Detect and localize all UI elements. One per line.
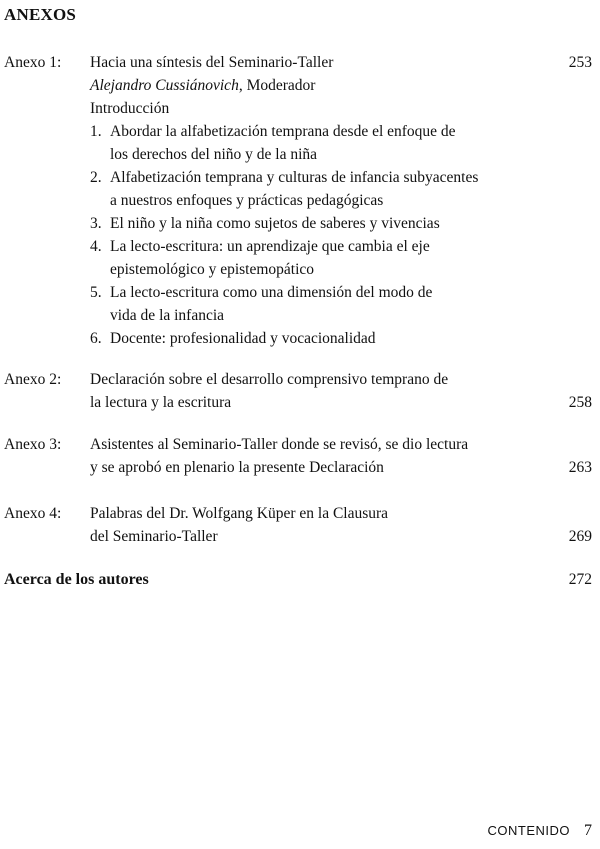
page-footer <box>488 822 593 840</box>
toc-item-text: La lecto-escritura como una dimensión del modo de <box>110 284 433 301</box>
annex-4-title-line: del Seminario-Taller <box>90 528 218 545</box>
footer-page-number: 7 <box>584 822 592 839</box>
annex-1-label: Anexo 1: <box>4 54 62 71</box>
toc-item-text: a nuestros enfoques y prácticas pedagógicas <box>110 192 384 209</box>
toc-item-text: Abordar la alfabetización temprana desde el enfoque de <box>110 123 456 140</box>
toc-item-text: epistemológico y epistemopático <box>110 261 315 278</box>
toc-item-text: Alfabetización temprana y culturas de infancia subyacentes <box>110 169 479 186</box>
toc-item-text: los derechos del niño y de la niña <box>110 146 318 163</box>
annex-2-page: 258 <box>568 394 592 411</box>
annex-3-title-line: Asistentes al Seminario-Taller donde se revisó, se dio lectura <box>90 436 469 453</box>
toc-item-number: 4. <box>90 238 102 255</box>
toc-item-text: vida de la infancia <box>110 307 225 324</box>
annex-1-page: 253 <box>568 54 592 71</box>
about-authors-label: Acerca de los autores <box>4 571 149 588</box>
toc-item-number: 6. <box>90 330 102 347</box>
annex-1-title: Hacia una síntesis del Seminario-Taller <box>90 54 334 71</box>
section-heading: ANEXOS <box>4 5 77 24</box>
annex-3-page: 263 <box>568 459 592 476</box>
annex-1-role: , Moderador <box>238 77 316 94</box>
toc-item-text: El niño y la niña como sujetos de saberes y vivencias <box>110 215 440 232</box>
toc-item-text: La lecto-escritura: un aprendizaje que cambia el eje <box>110 238 430 255</box>
annex-4-title-line: Palabras del Dr. Wolfgang Küper en la Clausura <box>90 505 389 522</box>
annex-2-title-line: la lectura y la escritura <box>90 394 232 411</box>
annex-1-author-line <box>90 77 315 95</box>
annex-2-title-line: Declaración sobre el desarrollo comprensivo temprano de <box>90 371 449 388</box>
toc-item-text: Docente: profesionalidad y vocacionalidad <box>110 330 376 347</box>
toc-item-number: 5. <box>90 284 102 301</box>
toc-item-number: 3. <box>90 215 102 232</box>
toc-item-number: 2. <box>90 169 102 186</box>
annex-4-label: Anexo 4: <box>4 505 62 522</box>
annex-2-label: Anexo 2: <box>4 371 62 388</box>
annex-4-page: 269 <box>568 528 592 545</box>
footer-section: CONTENIDO <box>487 823 570 838</box>
toc-item-number: 1. <box>90 123 102 140</box>
annex-1-author: Alejandro Cussiánovich <box>90 77 239 94</box>
annex-1-intro: Introducción <box>90 100 170 117</box>
annex-3-title-line: y se aprobó en plenario la presente Declaración <box>90 459 384 476</box>
annex-3-label: Anexo 3: <box>4 436 62 453</box>
about-authors-page: 272 <box>568 571 592 588</box>
